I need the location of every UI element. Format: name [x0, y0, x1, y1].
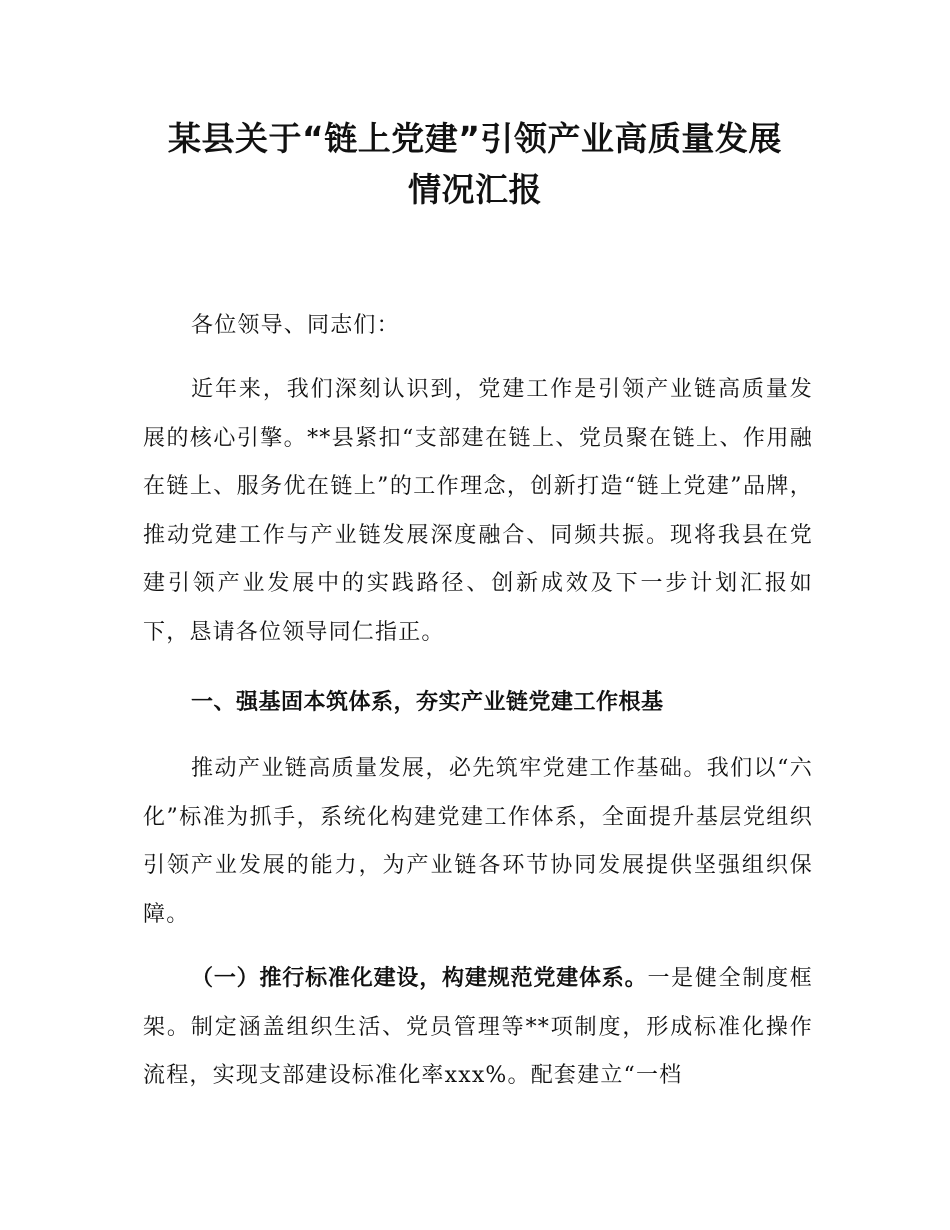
- subsection-body-1: 一是健全制度框架。制定涵盖组织生活、党员管理等**项制度，形成标准化操作流程，实现支部建设标准化率xxx%。配套建立“一档: [143, 966, 813, 1088]
- subsection-heading-1: （一）推行标准化建设，构建规范党建体系。: [191, 966, 648, 991]
- paragraph-intro: 近年来，我们深刻认识到，党建工作是引领产业链高质量发展的核心引擎。**县紧扣“支部建在链上、党员聚在链上、作用融在链上、服务优在链上”的工作理念，创新打造“链上党建”品牌，推动党建工作与产业链发展深度融合、同频共振。现将我县在党建引领产业发展中的实践路径、创新成效及下一步计划汇报如下，恳请各位领导同仁指正。: [143, 377, 813, 645]
- document-title-line2: 情况汇报: [408, 170, 542, 209]
- document-title-line1: 某县关于“链上党建”引领产业高质量发展: [168, 119, 782, 158]
- section-heading-1: 一、强基固本筑体系，夯实产业链党建工作根基: [191, 690, 664, 715]
- paragraph-subsection-1: [143, 955, 813, 1101]
- salutation: 各位领导、同志们：: [191, 313, 400, 338]
- paragraph-section-1: 推动产业链高质量发展，必先筑牢党建工作基础。我们以“六化”标准为抓手，系统化构建党建工作体系，全面提升基层党组织引领产业发展的能力，为产业链各环节协同发展提供坚强组织保障。: [143, 756, 813, 927]
